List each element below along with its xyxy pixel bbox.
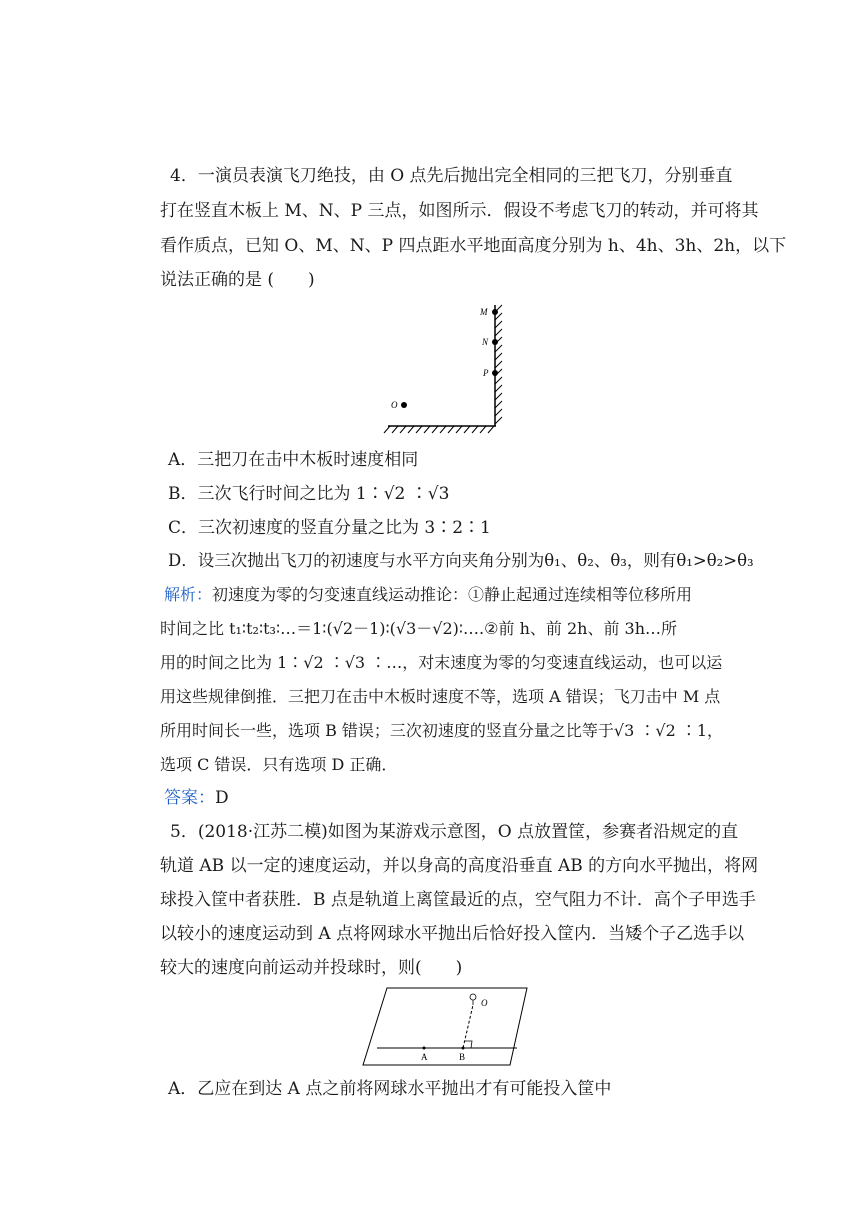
q5-stem-line-4: 以较小的速度运动到 A 点将网球水平抛出后恰好投入筐内．当矮个子乙选手以 [160,924,745,944]
label-n: N [482,337,489,347]
q4-option-a: A．三把刀在击中木板时速度相同 [168,450,419,470]
q5-option-a: A．乙应在到达 A 点之前将网球水平抛出才有可能投入筐中 [168,1079,612,1099]
answer-value: D [215,788,229,808]
label-o: O [391,400,398,410]
q5-stem-line-5: 较大的速度向前运动并投球时，则( ) [160,958,463,978]
q5-stem-line-1: 5．(2018·江苏二模)如图为某游戏示意图，O 点放置筐，参赛者沿规定的直 [170,822,739,842]
right-angle-mark [465,1041,472,1048]
q4-stem-line-2: 打在竖直木板上 M、N、P 三点，如图所示．假设不考虑飞刀的转动，并可将其 [160,201,759,221]
point-o [401,402,407,408]
label-p: P [483,368,489,378]
q4-option-c: C．三次初速度的竖直分量之比为 3∶2∶1 [168,518,491,538]
board-hatching [495,305,502,424]
point-m [492,309,498,315]
label-b: B [459,1052,466,1062]
basket-icon [470,994,476,1000]
q4-answer [164,786,749,810]
q4-stem-line-4: 说法正确的是 ( ) [160,270,315,290]
q5-figure [360,985,535,1070]
label-m: M [480,307,488,317]
q4-solution-line-1 [164,583,749,607]
q4-option-b: B．三次飞行时间之比为 1∶√2 ∶√3 [168,484,450,504]
perpendicular-line [463,1005,473,1048]
q5-stem-line-3: 球投入筐中者获胜．B 点是轨道上离筐最近的点，空气阻力不计．高个子甲选手 [160,890,756,910]
point-a [423,1047,426,1050]
solution-label: 解析： [164,585,213,604]
label-o: O [481,998,488,1008]
ground-plane [363,988,527,1065]
q4-solution-line-2: 时间之比 t₁∶t₂∶t₃∶…＝1∶(√2－1)∶(√3－√2)∶….②前 h、前 2h、前 3h…所 [160,619,678,638]
q4-stem-line-3: 看作质点，已知 O、M、N、P 四点距水平地面高度分别为 h、4h、3h、2h，以下 [160,236,787,256]
solution-text: 初速度为零的匀变速直线运动推论：①静止起通过连续相等位移所用 [212,585,693,604]
q4-figure [380,300,510,440]
q4-solution-line-5: 所用时间长一些，选项 B 错误；三次初速度的竖直分量之比等于√3 ∶√2 ∶1， [160,721,724,740]
q4-stem-line-1: 4．一演员表演飞刀绝技，由 O 点先后抛出完全相同的三把飞刀，分别垂直 [170,166,733,186]
point-p [492,370,498,376]
q4-solution-line-6: 选项 C 错误．只有选项 D 正确． [160,755,398,774]
answer-label: 答案： [164,788,215,808]
point-b [462,1047,465,1050]
ground-hatching [384,426,494,433]
q4-solution-line-3: 用的时间之比为 1∶√2 ∶√3 ∶…，对末速度为零的匀变速直线运动，也可以运 [160,653,723,672]
q5-stem-line-2: 轨道 AB 以一定的速度运动，并以身高的高度沿垂直 AB 的方向水平抛出，将网 [160,856,759,876]
q4-solution-line-4: 用这些规律倒推．三把刀在击中木板时速度不等，选项 A 错误；飞刀击中 M 点 [160,687,721,706]
point-n [492,339,498,345]
label-a: A [421,1052,428,1062]
q4-option-d: D．设三次抛出飞刀的初速度与水平方向夹角分别为θ₁、θ₂、θ₃，则有θ₁>θ₂>θ₃ [168,551,754,570]
